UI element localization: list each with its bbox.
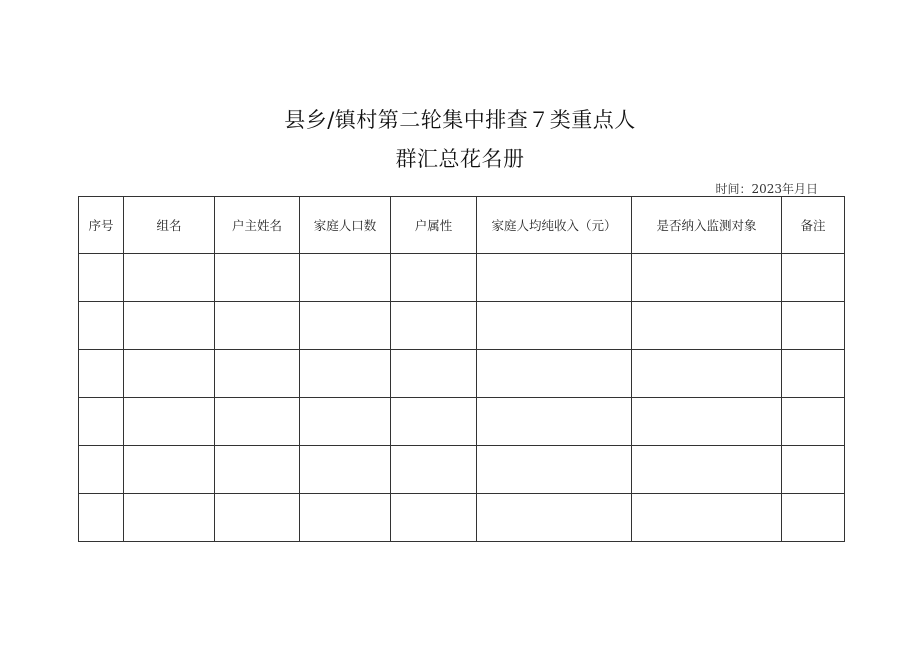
document-title-line-1: 县乡/镇村第二轮集中排查７类重点人 <box>284 108 636 132</box>
header-per-capita-income: 家庭人均纯收入（元） <box>477 197 632 254</box>
table-cell <box>215 494 300 542</box>
table-cell <box>215 350 300 398</box>
table-cell <box>391 254 477 302</box>
table-row <box>79 398 845 446</box>
header-household-size: 家庭人口数 <box>300 197 391 254</box>
table-cell <box>215 398 300 446</box>
table-cell <box>124 446 215 494</box>
table-cell <box>477 350 632 398</box>
table-cell <box>782 446 845 494</box>
table-cell <box>782 350 845 398</box>
table-cell <box>391 446 477 494</box>
header-householder-name: 户主姓名 <box>215 197 300 254</box>
table-cell <box>124 350 215 398</box>
table-row <box>79 446 845 494</box>
header-group-name: 组名 <box>124 197 215 254</box>
table-cell <box>79 254 124 302</box>
table-cell <box>632 494 782 542</box>
header-remarks: 备注 <box>782 197 845 254</box>
table-cell <box>79 350 124 398</box>
table-cell <box>632 350 782 398</box>
table-cell <box>782 398 845 446</box>
table-cell <box>300 398 391 446</box>
header-serial-number: 序号 <box>79 197 124 254</box>
table-cell <box>300 254 391 302</box>
table-cell <box>632 302 782 350</box>
table-cell <box>124 398 215 446</box>
table-cell <box>782 302 845 350</box>
table-cell <box>79 494 124 542</box>
roster-table <box>78 196 845 542</box>
table-cell <box>477 446 632 494</box>
table-cell <box>632 446 782 494</box>
table-header-row <box>79 197 845 254</box>
table-cell <box>215 446 300 494</box>
header-monitoring-inclusion: 是否纳入监测对象 <box>632 197 782 254</box>
table-cell <box>300 494 391 542</box>
table-cell <box>79 446 124 494</box>
table-cell <box>391 398 477 446</box>
table-cell <box>477 302 632 350</box>
table-cell <box>300 302 391 350</box>
table-row <box>79 494 845 542</box>
table-cell <box>632 254 782 302</box>
table-row <box>79 254 845 302</box>
table-cell <box>477 398 632 446</box>
table-cell <box>79 302 124 350</box>
table-row <box>79 302 845 350</box>
header-household-attribute: 户属性 <box>391 197 477 254</box>
table-cell <box>477 494 632 542</box>
table-cell <box>79 398 124 446</box>
table-cell <box>782 494 845 542</box>
table-cell <box>391 494 477 542</box>
table-cell <box>300 350 391 398</box>
table-cell <box>632 398 782 446</box>
table-cell <box>124 494 215 542</box>
table-cell <box>215 254 300 302</box>
table-cell <box>124 254 215 302</box>
table-cell <box>391 350 477 398</box>
date-label: 时间：2023年月日 <box>715 182 818 196</box>
table-cell <box>391 302 477 350</box>
table-cell <box>477 254 632 302</box>
table-cell <box>215 302 300 350</box>
table-row <box>79 350 845 398</box>
table-cell <box>300 446 391 494</box>
document-title-line-2: 群汇总花名册 <box>395 147 525 171</box>
table-cell <box>782 254 845 302</box>
table-cell <box>124 302 215 350</box>
